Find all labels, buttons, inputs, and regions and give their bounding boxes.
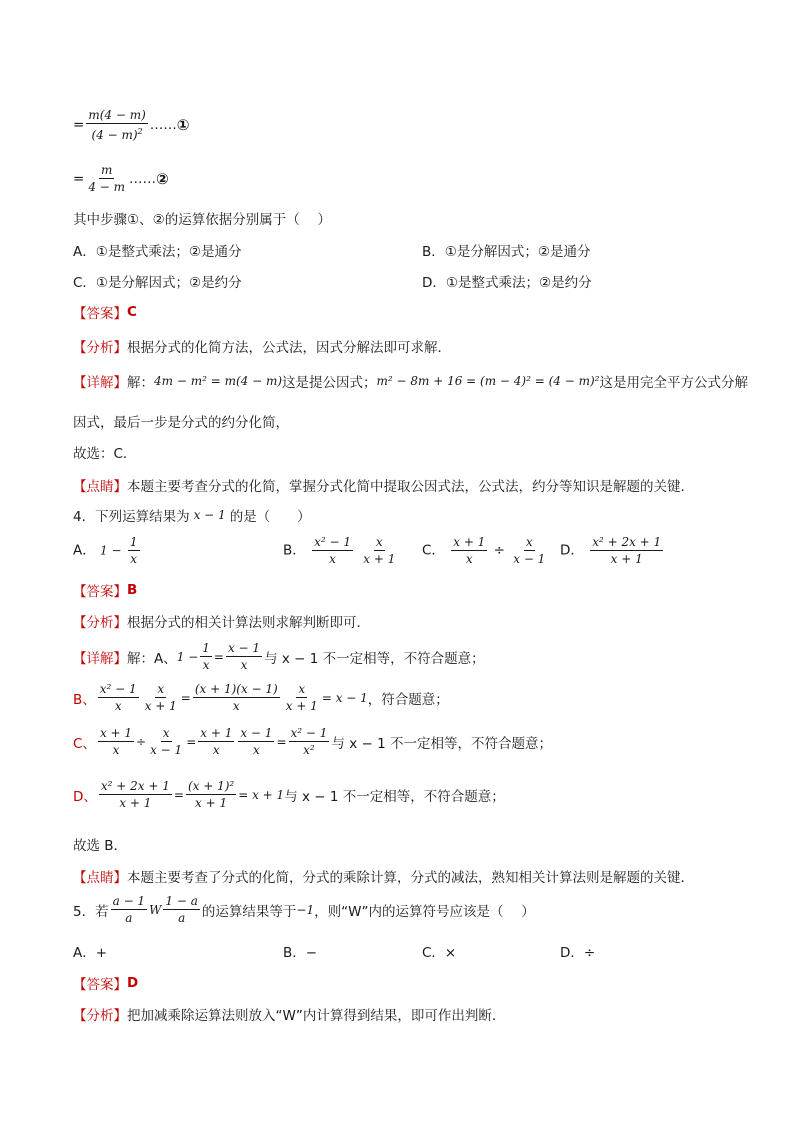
denominator: x	[329, 552, 336, 566]
q3-analysis	[73, 336, 451, 356]
choose-text: 故选：C．	[73, 446, 137, 462]
divide-sign: ÷	[493, 542, 505, 559]
formula: 1 −	[176, 649, 199, 664]
numerator: x + 1	[453, 535, 486, 549]
step-1	[73, 108, 189, 142]
answer-value: B	[127, 582, 138, 598]
numerator: x + 1	[99, 726, 133, 740]
q5-option-d: D．÷	[560, 945, 596, 961]
ellipsis: ……	[129, 170, 157, 187]
denominator: x − 1	[513, 552, 546, 566]
q5-stem	[73, 894, 535, 925]
q3-stem	[73, 208, 331, 228]
numerator: x² − 1	[314, 535, 351, 549]
choose-text: 故选 B．	[73, 838, 128, 854]
answer-tag: 【答案】	[73, 584, 127, 600]
fraction	[98, 682, 139, 713]
q4-detail-d: D、 $\frac{\text{x² + 2x + 1}}{x + 1}$ = $\frac{\text{(x + 1)²}}{x + 1}$ = x + 1 与 x − 1 不一定相等，不符合题意；	[73, 779, 505, 810]
operator-placeholder: W	[149, 902, 162, 917]
fraction	[128, 535, 140, 566]
fraction	[590, 535, 663, 566]
q3-option-d: D．①是整式乘法；②是约分	[422, 275, 592, 291]
fraction	[148, 726, 184, 757]
numerator: 1	[129, 535, 138, 549]
denominator: x	[130, 552, 138, 566]
detail-text: 这是用完全平方公式分解	[599, 375, 748, 391]
q4-stem-text: 的是（ ）	[229, 509, 311, 525]
option-label: B．	[283, 542, 306, 559]
fraction	[86, 108, 147, 142]
q4-option-a	[73, 535, 142, 566]
fraction	[361, 535, 397, 566]
q4-choose	[73, 834, 127, 854]
denominator: x	[202, 658, 210, 672]
denominator: x + 1	[195, 796, 228, 810]
denominator: a	[125, 911, 133, 925]
step-2	[73, 163, 169, 194]
q4-detail-c: C、 $\frac{x + 1}{x}$ ÷ $\frac{x}{x - 1}$ = $\frac{x + 1}{x}$ $\frac{x - 1}{x}$ = $\frac{\text{x² − 1}}{\text{x²}}$ 与 x − 1 不一定相等，不符合题意；	[73, 726, 552, 757]
fraction	[511, 535, 547, 566]
analysis-tag: 【分析】	[73, 615, 127, 631]
denominator: x − 1	[150, 743, 183, 757]
answer-value: C	[127, 304, 137, 320]
numerator: 1	[202, 641, 210, 655]
analysis-text: 把加减乘除运算法则放入“W”内计算得到结果，即可作出判断．	[127, 1008, 506, 1024]
ellipsis: ……	[149, 117, 177, 133]
numerator: 1 − a	[165, 894, 198, 908]
q5-analysis	[73, 1004, 505, 1024]
q5-option-b: B．−	[283, 945, 318, 961]
q4-option-d	[560, 535, 665, 566]
analysis-text: 根据分式的化简方法，公式法，因式分解法即可求解．	[127, 340, 451, 356]
formula: 1 −	[100, 543, 122, 558]
q3-option-c: C．①是分解因式；②是约分	[73, 275, 242, 291]
option-label: D．	[560, 542, 584, 559]
q5-option-c: C．×	[422, 945, 457, 961]
q3-answer	[73, 302, 137, 322]
q5-stem-text: 5．若	[73, 903, 109, 920]
formula: = x − 1	[321, 690, 368, 705]
fraction	[86, 163, 127, 194]
q4-options	[73, 535, 723, 566]
formula: 4m − m² = m(4 − m)	[154, 374, 283, 388]
numerator: x	[157, 682, 165, 696]
answer-tag: 【答案】	[73, 977, 127, 993]
numerator: x	[162, 726, 170, 740]
detail-prefix: D、	[73, 788, 97, 805]
denominator: x	[112, 743, 120, 757]
denominator: x²	[303, 743, 315, 757]
q5-stem-text: 的运算结果等于	[201, 903, 297, 920]
q3-options-row1	[73, 240, 723, 260]
comment-tag: 【点睛】	[73, 479, 127, 495]
fraction	[198, 726, 234, 757]
fraction	[98, 726, 134, 757]
detail-prefix: 解：A、	[127, 650, 177, 667]
q4-stem	[73, 505, 311, 525]
q4-comment	[73, 866, 694, 886]
detail-text: 因式，最后一步是分式的约分化简，	[73, 415, 289, 431]
q4-option-c	[422, 535, 549, 566]
detail-prefix: B、	[73, 691, 96, 708]
denominator: 4 − m	[88, 180, 126, 194]
fraction	[143, 682, 179, 713]
step-marker: ②	[156, 169, 169, 188]
numerator: x² + 2x + 1	[100, 779, 170, 793]
equals-sign: =	[73, 117, 85, 133]
denominator: x	[253, 743, 260, 757]
formula: x − 1	[193, 508, 226, 522]
denominator-text: (4 − m)	[91, 128, 138, 142]
q5-options	[73, 941, 723, 961]
fraction	[238, 726, 274, 757]
q3-detail-line2	[73, 411, 289, 431]
q3-option-a: A．①是整式乘法；②是通分	[73, 244, 242, 260]
analysis-tag: 【分析】	[73, 1008, 127, 1024]
fraction	[99, 779, 172, 810]
q3-comment	[73, 475, 694, 495]
fraction	[193, 682, 280, 713]
analysis-tag: 【分析】	[73, 340, 127, 356]
fraction	[226, 641, 262, 672]
equals-sign: =	[213, 649, 224, 664]
q4-stem-text: 4．下列运算结果为	[73, 509, 190, 525]
fraction	[111, 894, 147, 925]
q4-detail-a	[73, 641, 485, 672]
formula: m² − 8m + 16 = (m − 4)² = (4 − m)²	[376, 374, 600, 388]
q5-answer	[73, 973, 138, 993]
detail-text: 与 x − 1 不一定相等，不符合题意；	[264, 650, 485, 667]
fraction	[312, 535, 353, 566]
denominator: x	[212, 743, 220, 757]
numerator: x² − 1	[99, 682, 137, 696]
numerator: x	[298, 682, 306, 696]
q3-options-row2	[73, 271, 723, 291]
formula: −1	[296, 902, 315, 917]
q4-detail-b: B、 $\frac{\text{x² − 1}}{x}$ $\frac{x}{x + 1}$ = $\frac{(x + 1)(x - 1)}{x}$ $\frac{x}{x + 1}$ = x − 1 ，符合题意；	[73, 682, 449, 713]
detail-prefix: 解：	[127, 375, 154, 391]
q5-option-a: A．+	[73, 945, 108, 961]
denominator: x	[240, 658, 248, 672]
q3-stem-text: 其中步骤①、②的运算依据分别属于（ ）	[73, 212, 331, 228]
formula: = x + 1	[238, 787, 285, 802]
fraction	[186, 779, 236, 810]
numerator: (x + 1)²	[187, 779, 235, 793]
denominator: x + 1	[119, 796, 152, 810]
comment-tag: 【点睛】	[73, 870, 127, 886]
detail-text: 这是提公因式；	[282, 375, 377, 391]
numerator: x − 1	[240, 726, 273, 740]
fraction	[289, 726, 330, 757]
detail-text: 与 x − 1 不一定相等，不符合题意；	[284, 788, 505, 805]
detail-prefix: C、	[73, 735, 96, 752]
fraction	[284, 682, 320, 713]
equals-sign: =	[73, 170, 85, 187]
numerator: (x + 1)(x − 1)	[194, 682, 278, 696]
detail-tag: 【详解】	[73, 375, 127, 391]
option-label: A．	[73, 542, 96, 559]
denominator: x + 1	[144, 699, 177, 713]
denominator: x + 1	[610, 552, 643, 566]
numerator: x	[375, 535, 383, 549]
comment-text: 本题主要考查了分式的化简，分式的乘除计算，分式的减法，熟知相关计算法则是解题的关键．	[127, 870, 694, 886]
numerator: m(4 − m)	[88, 108, 146, 122]
denominator: x	[232, 699, 240, 713]
answer-tag: 【答案】	[73, 306, 127, 322]
numerator: x² − 1	[290, 726, 328, 740]
comment-text: 本题主要考查分式的化简，掌握分式化简中提取公因式法，公式法，约分等知识是解题的关键．	[127, 479, 694, 495]
numerator: x − 1	[227, 641, 261, 655]
denominator: x	[465, 552, 473, 566]
denominator: a	[178, 911, 186, 925]
fraction	[451, 535, 487, 566]
denominator	[89, 124, 144, 142]
denominator: x + 1	[285, 699, 318, 713]
detail-text: ，符合题意；	[367, 691, 449, 708]
q3-option-b: B．①是分解因式；②是通分	[422, 244, 591, 260]
fraction	[200, 641, 212, 672]
exponent: 2	[137, 127, 143, 136]
q3-choose	[73, 442, 136, 462]
numerator: x	[525, 535, 533, 549]
q3-detail-line1	[73, 371, 748, 391]
q4-analysis	[73, 611, 370, 631]
numerator: m	[100, 163, 113, 177]
q5-stem-text: ，则“W”内的运算符号应该是（ ）	[314, 903, 535, 920]
step-marker: ①	[176, 116, 190, 134]
q4-option-b	[283, 535, 399, 566]
option-label: C．	[422, 542, 445, 559]
fraction	[163, 894, 199, 925]
denominator: x + 1	[363, 552, 396, 566]
detail-tag: 【详解】	[73, 650, 127, 667]
numerator: a − 1	[112, 894, 146, 908]
numerator: x + 1	[200, 726, 233, 740]
analysis-text: 根据分式的相关计算法则求解判断即可．	[127, 615, 370, 631]
numerator: x² + 2x + 1	[592, 535, 662, 549]
denominator: x	[114, 699, 122, 713]
q4-answer	[73, 580, 137, 600]
answer-value: D	[127, 975, 139, 991]
detail-text: 与 x − 1 不一定相等，不符合题意；	[331, 735, 552, 752]
